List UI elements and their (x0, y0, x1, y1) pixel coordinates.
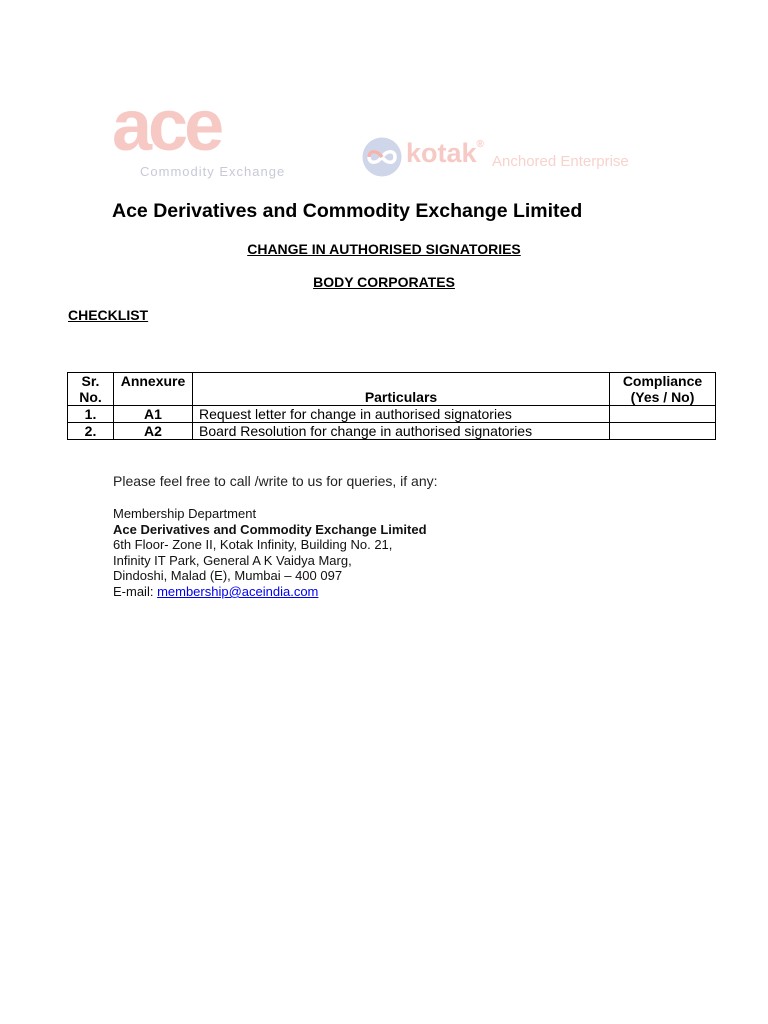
checklist-table (67, 372, 716, 440)
contact-block (113, 506, 427, 600)
document-category: BODY CORPORATES (313, 274, 455, 290)
ace-logo-subtitle: Commodity Exchange (140, 164, 286, 179)
table-row (68, 423, 716, 440)
cell-annexure: A2 (114, 423, 193, 440)
header-annexure: Annexure (114, 373, 193, 406)
kotak-logo (360, 136, 640, 180)
document-title: Ace Derivatives and Commodity Exchange Limited (112, 200, 583, 222)
ace-logo (112, 86, 302, 184)
header-particulars: Particulars (193, 373, 610, 406)
document-subtitle: CHANGE IN AUTHORISED SIGNATORIES (247, 241, 521, 257)
kotak-logo-tagline: Anchored Enterprise (492, 153, 629, 170)
address-line: Infinity IT Park, General A K Vaidya Marg, (113, 552, 352, 568)
table-row (68, 406, 716, 423)
cell-particulars: Board Resolution for change in authorised signatories (193, 423, 610, 440)
ace-logo-wordmark: ace (112, 86, 221, 166)
cell-compliance (610, 423, 716, 440)
cell-compliance (610, 406, 716, 423)
cell-particulars: Request letter for change in authorised signatories (193, 406, 610, 423)
header-compliance: Compliance (Yes / No) (610, 373, 716, 406)
table-header-row (68, 373, 716, 406)
kotak-infinity-icon (360, 136, 404, 178)
registered-mark: ® (476, 139, 484, 150)
email-line (113, 584, 427, 600)
department-name: Membership Department (113, 506, 257, 521)
kotak-logo-wordmark: kotak® (406, 138, 484, 168)
address-line: Dindoshi, Malad (E), Mumbai – 400 097 (113, 568, 343, 584)
query-note: Please feel free to call /write to us for queries, if any: (113, 473, 438, 489)
email-link[interactable]: membership@aceindia.com (157, 583, 319, 599)
cell-sr-no: 1. (68, 406, 114, 423)
organization-name: Ace Derivatives and Commodity Exchange Limited (113, 521, 427, 537)
cell-annexure: A1 (114, 406, 193, 423)
address-line: 6th Floor- Zone II, Kotak Infinity, Building No. 21, (113, 537, 393, 553)
header-sr-no: Sr. No. (68, 373, 114, 406)
cell-sr-no: 2. (68, 423, 114, 440)
checklist-heading: CHECKLIST (68, 307, 149, 323)
email-label: E-mail: (113, 583, 158, 599)
